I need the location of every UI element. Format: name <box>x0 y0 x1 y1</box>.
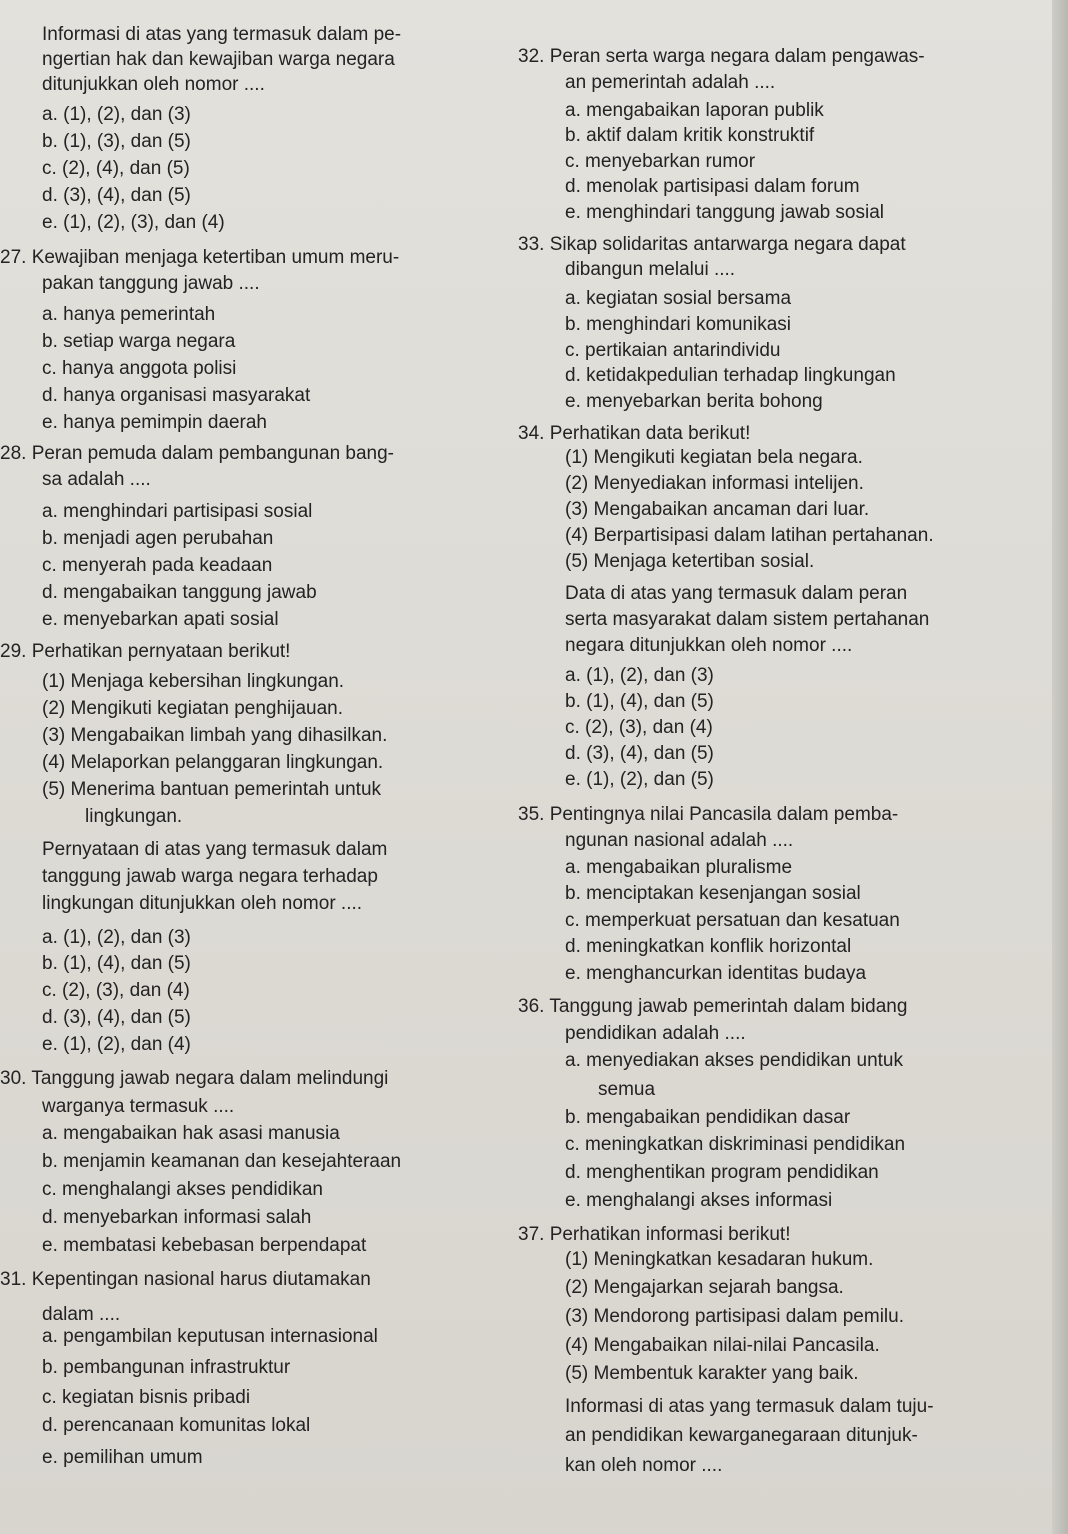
right-column-line: e. (1), (2), dan (5) <box>565 769 714 790</box>
right-column-line: b. aktif dalam kritik konstruktif <box>565 125 815 146</box>
left-column-line: dalam .... <box>42 1304 121 1325</box>
left-column-line: b. menjamin keamanan dan kesejahteraan <box>42 1151 402 1172</box>
right-column-line: (4) Mengabaikan nilai-nilai Pancasila. <box>565 1335 880 1356</box>
right-column-line: a. menyediakan akses pendidikan untuk <box>565 1050 904 1071</box>
left-column-line: 29. Perhatikan pernyataan berikut! <box>0 641 291 662</box>
left-column-line: c. kegiatan bisnis pribadi <box>42 1387 251 1408</box>
right-column-line: dibangun melalui .... <box>565 259 736 280</box>
right-column-line: a. kegiatan sosial bersama <box>565 288 792 309</box>
left-column-line: ngertian hak dan kewajiban warga negara <box>42 49 395 70</box>
left-column-line: c. (2), (3), dan (4) <box>42 980 190 1001</box>
left-column-line: e. (1), (2), (3), dan (4) <box>42 212 225 233</box>
left-column-line: c. menyerah pada keadaan <box>42 555 273 576</box>
right-column-line: 32. Peran serta warga negara dalam pengawas- <box>518 46 925 67</box>
right-column-line: semua <box>598 1079 656 1100</box>
left-column-line: (3) Mengabaikan limbah yang dihasilkan. <box>42 725 388 746</box>
left-column-line: b. menjadi agen perubahan <box>42 528 274 549</box>
left-column-line: lingkungan ditunjukkan oleh nomor .... <box>42 893 363 914</box>
right-column-line: a. mengabaikan laporan publik <box>565 100 824 121</box>
left-column-line: (5) Menerima bantuan pemerintah untuk <box>42 779 382 800</box>
right-column-line: e. menyebarkan berita bohong <box>565 391 823 412</box>
left-column-line: d. menyebarkan informasi salah <box>42 1207 312 1228</box>
right-column-line: ngunan nasional adalah .... <box>565 830 794 851</box>
left-column-line: sa adalah .... <box>42 469 151 490</box>
left-column-line: 30. Tanggung jawab negara dalam melindungi <box>0 1068 389 1089</box>
left-column-line: e. (1), (2), dan (4) <box>42 1034 191 1055</box>
right-column-line: e. menghancurkan identitas budaya <box>565 963 867 984</box>
left-column-line: d. perencanaan komunitas lokal <box>42 1415 311 1436</box>
right-column-line: b. menghindari komunikasi <box>565 314 792 335</box>
left-column-line: Pernyataan di atas yang termasuk dalam <box>42 839 388 860</box>
left-column-line: a. pengambilan keputusan internasional <box>42 1326 378 1347</box>
left-column-line: (1) Menjaga kebersihan lingkungan. <box>42 671 345 692</box>
right-column-line: 33. Sikap solidaritas antarwarga negara dapat <box>518 234 906 255</box>
right-column-line: an pendidikan kewarganegaraan ditunjuk- <box>565 1425 918 1446</box>
right-column-line: an pemerintah adalah .... <box>565 72 776 93</box>
right-column-line: serta masyarakat dalam sistem pertahanan <box>565 609 930 630</box>
left-column-line: d. hanya organisasi masyarakat <box>42 385 311 406</box>
right-column-line: 37. Perhatikan informasi berikut! <box>518 1224 791 1245</box>
right-column-line: e. menghindari tanggung jawab sosial <box>565 202 884 223</box>
left-column-line: d. (3), (4), dan (5) <box>42 185 191 206</box>
right-column-line: d. ketidakpedulian terhadap lingkungan <box>565 365 896 386</box>
right-column-line: a. mengabaikan pluralisme <box>565 857 793 878</box>
left-column-line: c. hanya anggota polisi <box>42 358 237 379</box>
right-column-line: c. (2), (3), dan (4) <box>565 717 713 738</box>
right-column-line: 34. Perhatikan data berikut! <box>518 423 751 444</box>
right-column-line: d. menolak partisipasi dalam forum <box>565 176 860 197</box>
right-column-line: (2) Menyediakan informasi intelijen. <box>565 473 864 494</box>
left-column-line: pakan tanggung jawab .... <box>42 273 260 294</box>
right-column-line: (3) Mendorong partisipasi dalam pemilu. <box>565 1306 904 1327</box>
page-edge <box>1052 0 1068 1534</box>
left-column-line: tanggung jawab warga negara terhadap <box>42 866 378 887</box>
left-column-line: a. (1), (2), dan (3) <box>42 104 191 125</box>
left-column-line: d. mengabaikan tanggung jawab <box>42 582 317 603</box>
right-column-line: 36. Tanggung jawab pemerintah dalam bidang <box>518 996 908 1017</box>
right-column-line: b. (1), (4), dan (5) <box>565 691 714 712</box>
right-column-line: (5) Membentuk karakter yang baik. <box>565 1363 859 1384</box>
right-column-line: d. meningkatkan konflik horizontal <box>565 936 852 957</box>
left-column-line: a. (1), (2), dan (3) <box>42 927 191 948</box>
right-column-line: kan oleh nomor .... <box>565 1455 723 1476</box>
right-column-line: (3) Mengabaikan ancaman dari luar. <box>565 499 870 520</box>
left-column-line: a. hanya pemerintah <box>42 304 216 325</box>
left-column-line: e. hanya pemimpin daerah <box>42 412 267 433</box>
right-column-line: (2) Mengajarkan sejarah bangsa. <box>565 1277 844 1298</box>
right-column-line: (5) Menjaga ketertiban sosial. <box>565 551 815 572</box>
left-column-line: c. (2), (4), dan (5) <box>42 158 190 179</box>
left-column-line: a. mengabaikan hak asasi manusia <box>42 1123 340 1144</box>
right-column-line: b. menciptakan kesenjangan sosial <box>565 883 861 904</box>
right-column-line: 35. Pentingnya nilai Pancasila dalam pemba- <box>518 804 899 825</box>
left-column-line: d. (3), (4), dan (5) <box>42 1007 191 1028</box>
right-column-line: (1) Mengikuti kegiatan bela negara. <box>565 447 863 468</box>
right-column-line: d. menghentikan program pendidikan <box>565 1162 879 1183</box>
left-column-line: 31. Kepentingan nasional harus diutamakan <box>0 1269 371 1290</box>
right-column-line: d. (3), (4), dan (5) <box>565 743 714 764</box>
right-column-line: a. (1), (2), dan (3) <box>565 665 714 686</box>
left-column-line: e. pemilihan umum <box>42 1447 203 1468</box>
left-column-line: a. menghindari partisipasi sosial <box>42 501 313 522</box>
right-column-line: Data di atas yang termasuk dalam peran <box>565 583 908 604</box>
left-column-line: ditunjukkan oleh nomor .... <box>42 74 265 95</box>
left-column-line: e. menyebarkan apati sosial <box>42 609 279 630</box>
left-column-line: c. menghalangi akses pendidikan <box>42 1179 323 1200</box>
right-column-line: c. menyebarkan rumor <box>565 151 756 172</box>
left-column-line: (2) Mengikuti kegiatan penghijauan. <box>42 698 344 719</box>
left-column-line: (4) Melaporkan pelanggaran lingkungan. <box>42 752 384 773</box>
right-column-line: (1) Meningkatkan kesadaran hukum. <box>565 1249 874 1270</box>
right-column-line: pendidikan adalah .... <box>565 1023 746 1044</box>
left-column-line: b. (1), (3), dan (5) <box>42 131 191 152</box>
left-column-line: b. pembangunan infrastruktur <box>42 1357 291 1378</box>
right-column-line: (4) Berpartisipasi dalam latihan pertahanan. <box>565 525 934 546</box>
right-column-line: c. meningkatkan diskriminasi pendidikan <box>565 1134 906 1155</box>
right-column-line: b. mengabaikan pendidikan dasar <box>565 1107 851 1128</box>
left-column-line: b. setiap warga negara <box>42 331 236 352</box>
right-column-line: c. pertikaian antarindividu <box>565 340 781 361</box>
left-column-line: 27. Kewajiban menjaga ketertiban umum meru- <box>0 247 400 268</box>
left-column-line: e. membatasi kebebasan berpendapat <box>42 1235 367 1256</box>
left-column-line: warganya termasuk .... <box>42 1096 235 1117</box>
right-column-line: c. memperkuat persatuan dan kesatuan <box>565 910 900 931</box>
left-column-line: 28. Peran pemuda dalam pembangunan bang- <box>0 443 395 464</box>
right-column-line: negara ditunjukkan oleh nomor .... <box>565 635 853 656</box>
left-column-line: Informasi di atas yang termasuk dalam pe- <box>42 24 402 45</box>
left-column-line: b. (1), (4), dan (5) <box>42 953 191 974</box>
right-column-line: Informasi di atas yang termasuk dalam tuju- <box>565 1396 934 1417</box>
left-column-line: lingkungan. <box>85 806 183 827</box>
right-column-line: e. menghalangi akses informasi <box>565 1190 833 1211</box>
